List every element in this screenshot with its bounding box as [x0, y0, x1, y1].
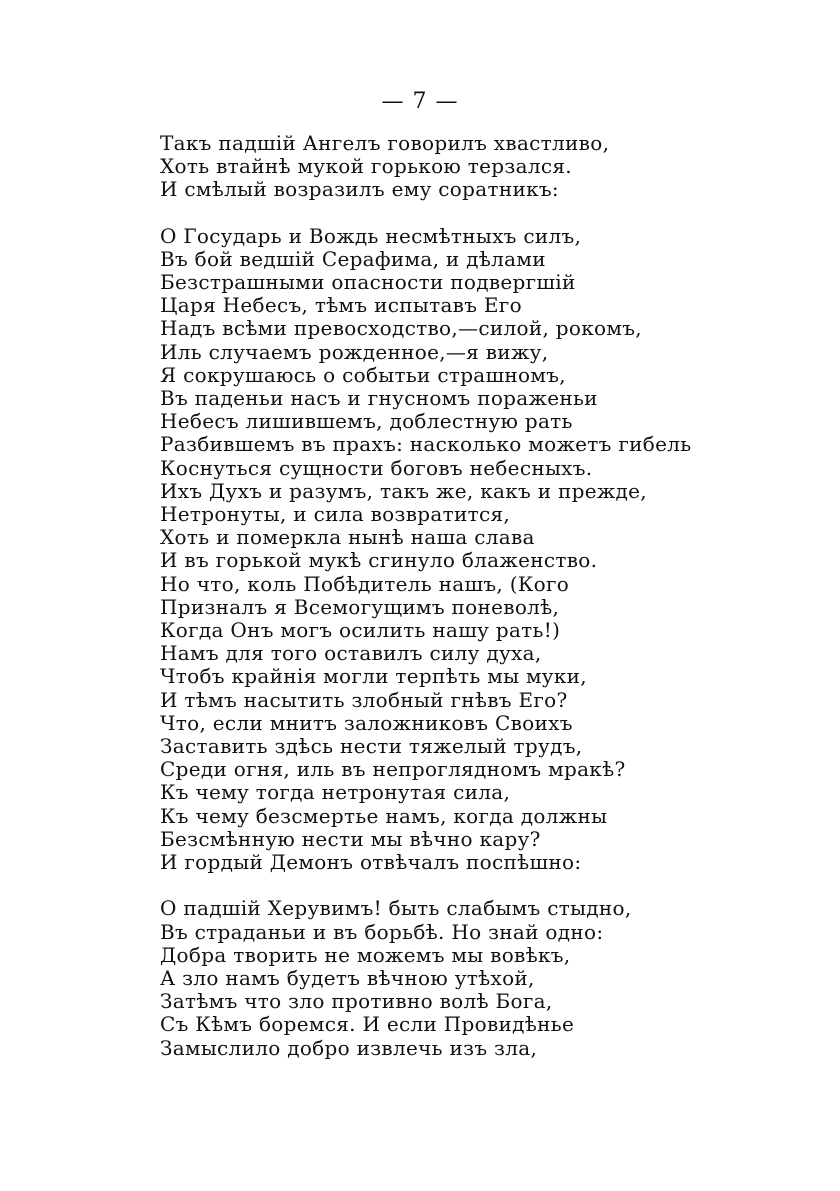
verse-line: Добра творить не можемъ мы вовѣкъ, — [160, 942, 571, 967]
verse-line: Коснуться сущности боговъ небесныхъ. — [160, 455, 593, 480]
verse-line: Въ страданьи и въ борьбѣ. Но знай одно: — [160, 919, 604, 944]
verse-line: Иль случаемъ рожденное,—я вижу, — [160, 339, 549, 364]
verse-line: Затѣмъ что зло противно волѣ Бога, — [160, 989, 553, 1014]
poem-text — [160, 132, 800, 1083]
verse-line: Разбившемъ въ прахъ: насколько можетъ гибель — [160, 432, 692, 457]
verse-line: Призналъ я Всемогущимъ поневолѣ, — [160, 594, 560, 619]
verse-line: Нетронуты, и сила возвратится, — [160, 502, 511, 527]
verse-line: И тѣмъ насытить злобный гнѣвъ Его? — [160, 687, 568, 712]
verse-line: А зло намъ будетъ вѣчною утѣхой, — [160, 965, 535, 990]
verse-line: О Государь и Вождь несмѣтныхъ силъ, — [160, 223, 582, 248]
verse-line: Безсмѣнную нести мы вѣчно кару? — [160, 826, 541, 851]
verse-line: Такъ падшій Ангелъ говорилъ хвастливо, — [160, 131, 610, 155]
verse-line: Къ чему тогда нетронутая сила, — [160, 780, 511, 805]
verse-line: И смѣлый возразилъ ему соратникъ: — [160, 177, 559, 202]
stanza — [160, 225, 800, 875]
verse-line: Въ паденьи насъ и гнусномъ пораженьи — [160, 386, 598, 411]
verse-line: Ихъ Духъ и разумъ, такъ же, какъ и прежде, — [160, 478, 647, 503]
verse-line: Среди огня, иль въ непроглядномъ мракѣ? — [160, 757, 626, 782]
stanza — [160, 132, 800, 202]
verse-line: Когда Онъ могъ осилить нашу рать!) — [160, 618, 561, 643]
verse-line: Намъ для того оставилъ силу духа, — [160, 641, 542, 666]
verse-line: Но что, коль Побѣдитель нашъ, (Кого — [160, 571, 570, 596]
verse-line: О падшій Херувимъ! быть слабымъ стыдно, — [160, 896, 632, 921]
verse-line: Хоть и померкла нынѣ наша слава — [160, 525, 535, 550]
verse-line: Небесъ лишившемъ, доблестную рать — [160, 409, 573, 434]
verse-line: Хоть втайнѣ мукой горькою терзался. — [160, 154, 572, 179]
verse-line: Заставить здѣсь нести тяжелый трудъ, — [160, 734, 583, 759]
stanza — [160, 897, 800, 1059]
verse-line: Чтобъ крайнія могли терпѣть мы муки, — [160, 664, 587, 689]
verse-line: Надъ всѣми превосходство,—силой, рокомъ, — [160, 316, 642, 341]
page-number: — 7 — — [381, 89, 459, 114]
verse-line: И въ горькой мукѣ сгинуло блаженство. — [160, 548, 598, 573]
verse-line: Въ бой ведшій Серафима, и дѣлами — [160, 246, 546, 271]
verse-line: Замыслило добро извлечь изъ зла, — [160, 1035, 538, 1060]
verse-line: Безстрашными опасности подвергшій — [160, 270, 576, 295]
verse-line: Что, если мнитъ заложниковъ Своихъ — [160, 710, 573, 735]
verse-line: Къ чему безсмертье намъ, когда должны — [160, 803, 608, 828]
verse-line: Я сокрушаюсь о событьи страшномъ, — [160, 362, 566, 387]
verse-line: Царя Небесъ, тѣмъ испытавъ Его — [160, 293, 522, 318]
verse-line: Съ Кѣмъ боремся. И если Провидѣнье — [160, 1012, 575, 1037]
verse-line: И гордый Демонъ отвѣчалъ поспѣшно: — [160, 850, 582, 875]
